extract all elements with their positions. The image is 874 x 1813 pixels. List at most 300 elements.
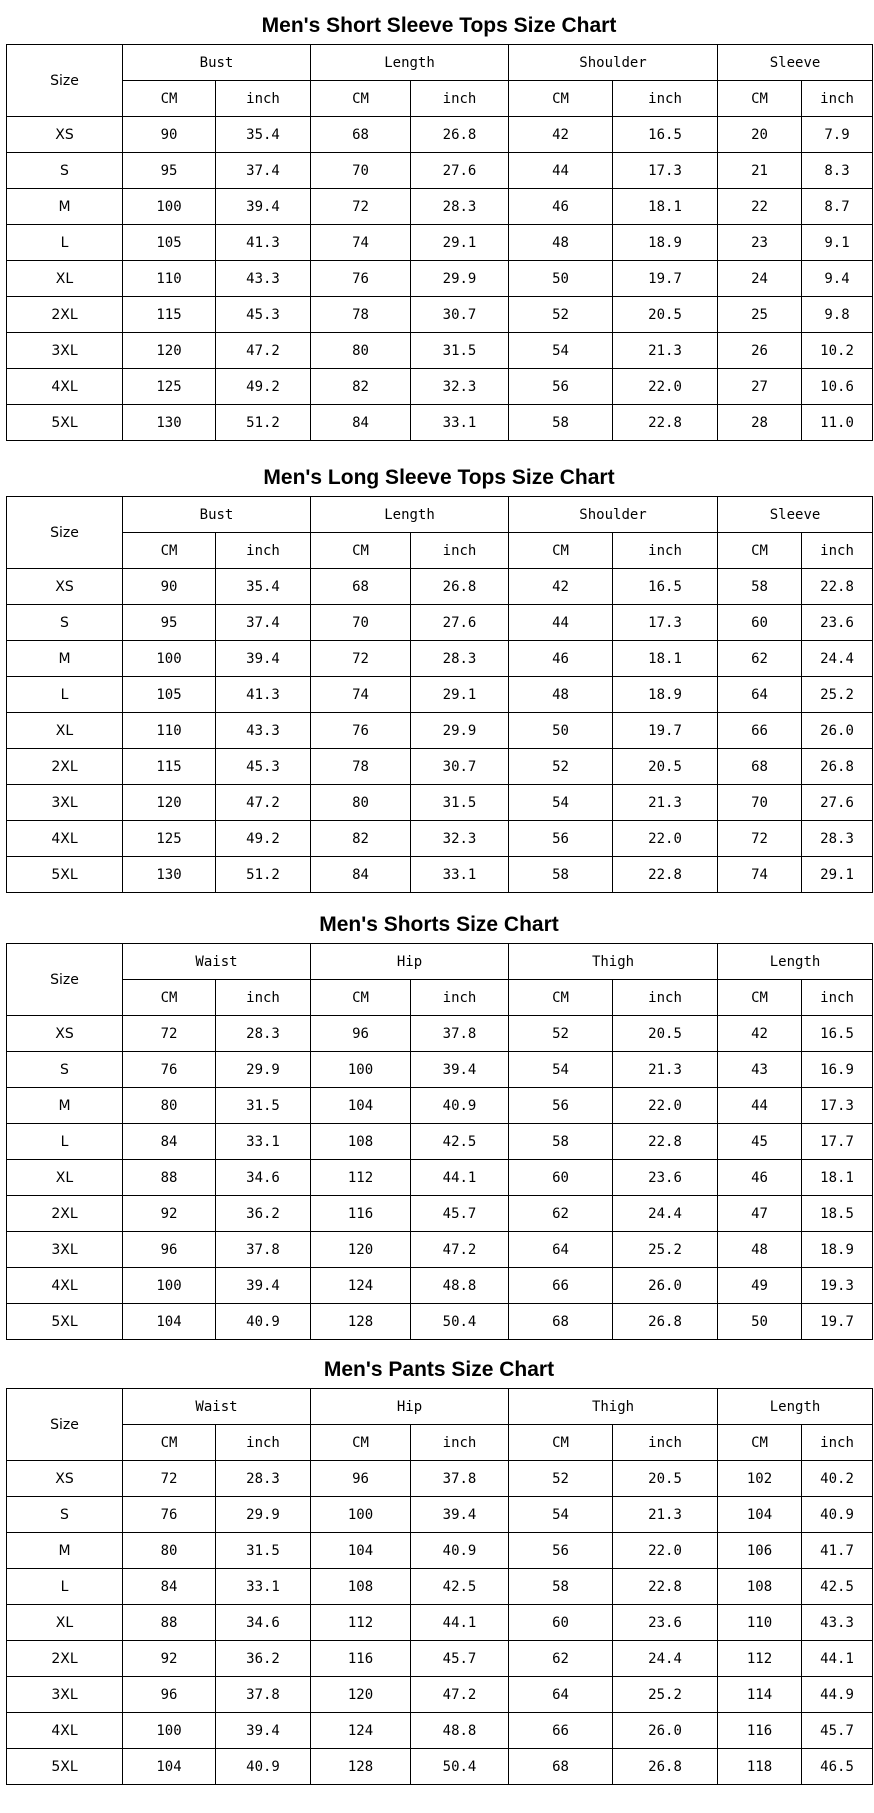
table-cell: 110 [123, 261, 216, 297]
size-table [6, 1388, 873, 1785]
table-cell: 37.8 [411, 1016, 509, 1052]
unit-cm-header: CM [123, 533, 216, 569]
table-cell: 11.0 [802, 405, 873, 441]
size-label: S [7, 153, 123, 189]
table-row [7, 1749, 873, 1785]
table-cell: 21.3 [613, 1052, 718, 1088]
measurement-header: Length [311, 497, 509, 533]
unit-inch-header: inch [613, 533, 718, 569]
table-cell: 34.6 [216, 1160, 311, 1196]
table-cell: 68 [311, 117, 411, 153]
table-cell: 24.4 [613, 1196, 718, 1232]
unit-inch-header: inch [411, 1425, 509, 1461]
size-label: XS [7, 1016, 123, 1052]
unit-cm-header: CM [509, 1425, 613, 1461]
table-cell: 60 [718, 605, 802, 641]
table-cell: 100 [123, 189, 216, 225]
table-cell: 26.8 [411, 569, 509, 605]
table-cell: 16.9 [802, 1052, 873, 1088]
table-cell: 54 [509, 785, 613, 821]
table-cell: 22.8 [613, 857, 718, 893]
table-cell: 120 [311, 1232, 411, 1268]
size-column-header: Size [7, 497, 123, 569]
size-label: XL [7, 261, 123, 297]
table-cell: 37.8 [411, 1461, 509, 1497]
table-cell: 72 [718, 821, 802, 857]
chart-title: Men's Long Sleeve Tops Size Chart [263, 466, 615, 489]
table-cell: 100 [311, 1052, 411, 1088]
table-cell: 22.0 [613, 1088, 718, 1124]
unit-cm-header: CM [718, 980, 802, 1016]
table-row [7, 677, 873, 713]
table-cell: 40.9 [802, 1497, 873, 1533]
table-cell: 108 [311, 1124, 411, 1160]
table-row [7, 1268, 873, 1304]
table-cell: 41.3 [216, 677, 311, 713]
header-row [7, 45, 873, 81]
table-cell: 41.3 [216, 225, 311, 261]
table-cell: 26.8 [802, 749, 873, 785]
table-cell: 74 [311, 677, 411, 713]
size-label: XS [7, 1461, 123, 1497]
size-label: 5XL [7, 857, 123, 893]
table-row [7, 1677, 873, 1713]
size-label: S [7, 1497, 123, 1533]
table-cell: 27.6 [411, 605, 509, 641]
table-cell: 26 [718, 333, 802, 369]
unit-inch-header: inch [216, 81, 311, 117]
table-row [7, 1196, 873, 1232]
size-label: L [7, 677, 123, 713]
table-cell: 58 [509, 857, 613, 893]
table-cell: 39.4 [411, 1497, 509, 1533]
table-cell: 45.7 [802, 1713, 873, 1749]
table-cell: 49.2 [216, 369, 311, 405]
table-cell: 25.2 [613, 1677, 718, 1713]
size-table [6, 496, 873, 893]
table-cell: 48 [509, 225, 613, 261]
table-row [7, 189, 873, 225]
table-cell: 31.5 [411, 785, 509, 821]
table-cell: 23 [718, 225, 802, 261]
table-row [7, 1088, 873, 1124]
table-cell: 20 [718, 117, 802, 153]
table-cell: 70 [311, 605, 411, 641]
table-row [7, 333, 873, 369]
table-cell: 130 [123, 405, 216, 441]
table-cell: 22.8 [613, 1569, 718, 1605]
table-cell: 78 [311, 749, 411, 785]
table-cell: 68 [509, 1304, 613, 1340]
table-cell: 50 [718, 1304, 802, 1340]
table-cell: 44.1 [802, 1641, 873, 1677]
unit-cm-header: CM [123, 1425, 216, 1461]
table-cell: 96 [311, 1016, 411, 1052]
table-row [7, 1533, 873, 1569]
measurement-header: Bust [123, 45, 311, 81]
table-cell: 72 [311, 641, 411, 677]
table-cell: 54 [509, 1052, 613, 1088]
table-cell: 120 [311, 1677, 411, 1713]
table-cell: 26.8 [613, 1304, 718, 1340]
table-cell: 104 [311, 1088, 411, 1124]
table-cell: 66 [509, 1713, 613, 1749]
table-cell: 31.5 [216, 1533, 311, 1569]
table-row [7, 369, 873, 405]
measurement-header: Sleeve [718, 45, 873, 81]
table-cell: 46 [509, 189, 613, 225]
table-cell: 20.5 [613, 297, 718, 333]
table-cell: 21.3 [613, 1497, 718, 1533]
table-cell: 20.5 [613, 749, 718, 785]
table-cell: 21 [718, 153, 802, 189]
size-label: M [7, 1533, 123, 1569]
table-row [7, 785, 873, 821]
table-cell: 37.4 [216, 605, 311, 641]
table-cell: 18.1 [613, 641, 718, 677]
table-cell: 8.7 [802, 189, 873, 225]
header-row [7, 944, 873, 980]
table-cell: 17.3 [613, 605, 718, 641]
table-cell: 64 [509, 1677, 613, 1713]
table-cell: 28.3 [802, 821, 873, 857]
table-cell: 39.4 [216, 189, 311, 225]
table-cell: 36.2 [216, 1641, 311, 1677]
table-cell: 32.3 [411, 821, 509, 857]
table-cell: 70 [311, 153, 411, 189]
table-cell: 49 [718, 1268, 802, 1304]
chart-title: Men's Pants Size Chart [323, 1358, 555, 1381]
table-cell: 110 [718, 1605, 802, 1641]
table-cell: 84 [123, 1569, 216, 1605]
table-cell: 48.8 [411, 1713, 509, 1749]
table-cell: 30.7 [411, 297, 509, 333]
size-label: M [7, 641, 123, 677]
table-cell: 100 [123, 641, 216, 677]
table-cell: 25.2 [613, 1232, 718, 1268]
table-cell: 102 [718, 1461, 802, 1497]
table-cell: 51.2 [216, 405, 311, 441]
table-cell: 128 [311, 1749, 411, 1785]
size-chart [6, 8, 872, 441]
unit-inch-header: inch [802, 1425, 873, 1461]
table-row [7, 261, 873, 297]
table-cell: 23.6 [613, 1160, 718, 1196]
table-cell: 40.2 [802, 1461, 873, 1497]
unit-inch-header: inch [216, 980, 311, 1016]
table-cell: 128 [311, 1304, 411, 1340]
table-cell: 78 [311, 297, 411, 333]
table-cell: 46.5 [802, 1749, 873, 1785]
size-chart [6, 1352, 872, 1785]
table-cell: 58 [718, 569, 802, 605]
table-cell: 22.0 [613, 369, 718, 405]
table-cell: 116 [718, 1713, 802, 1749]
table-cell: 10.6 [802, 369, 873, 405]
unit-cm-header: CM [718, 81, 802, 117]
table-cell: 44 [509, 153, 613, 189]
table-cell: 34.6 [216, 1605, 311, 1641]
table-cell: 22.0 [613, 821, 718, 857]
table-cell: 104 [123, 1304, 216, 1340]
measurement-header: Hip [311, 944, 509, 980]
measurement-header: Length [718, 944, 873, 980]
table-cell: 16.5 [613, 569, 718, 605]
table-cell: 58 [509, 405, 613, 441]
table-cell: 47.2 [411, 1677, 509, 1713]
table-cell: 52 [509, 1016, 613, 1052]
table-cell: 29.1 [411, 677, 509, 713]
table-cell: 33.1 [216, 1124, 311, 1160]
size-label: 2XL [7, 297, 123, 333]
size-label: 4XL [7, 369, 123, 405]
measurement-header: Waist [123, 944, 311, 980]
table-cell: 24.4 [802, 641, 873, 677]
table-cell: 7.9 [802, 117, 873, 153]
table-cell: 50.4 [411, 1304, 509, 1340]
table-cell: 84 [311, 857, 411, 893]
table-cell: 20.5 [613, 1461, 718, 1497]
table-cell: 8.3 [802, 153, 873, 189]
table-cell: 22.0 [613, 1533, 718, 1569]
table-cell: 70 [718, 785, 802, 821]
size-label: 5XL [7, 405, 123, 441]
table-cell: 27.6 [411, 153, 509, 189]
table-cell: 80 [123, 1088, 216, 1124]
table-cell: 10.2 [802, 333, 873, 369]
unit-inch-header: inch [613, 980, 718, 1016]
table-cell: 48 [509, 677, 613, 713]
table-cell: 47.2 [216, 785, 311, 821]
table-cell: 9.8 [802, 297, 873, 333]
table-cell: 74 [718, 857, 802, 893]
table-cell: 26.8 [411, 117, 509, 153]
unit-row [7, 1425, 873, 1461]
table-cell: 108 [311, 1569, 411, 1605]
table-row [7, 1124, 873, 1160]
table-row [7, 713, 873, 749]
unit-inch-header: inch [802, 980, 873, 1016]
table-cell: 29.1 [411, 225, 509, 261]
measurement-header: Length [718, 1389, 873, 1425]
table-cell: 84 [311, 405, 411, 441]
table-cell: 96 [123, 1677, 216, 1713]
table-cell: 44 [509, 605, 613, 641]
size-table [6, 44, 873, 441]
table-cell: 22.8 [613, 1124, 718, 1160]
table-cell: 58 [509, 1124, 613, 1160]
table-cell: 18.5 [802, 1196, 873, 1232]
table-cell: 37.4 [216, 153, 311, 189]
size-label: M [7, 189, 123, 225]
table-cell: 21.3 [613, 785, 718, 821]
table-cell: 33.1 [411, 857, 509, 893]
table-cell: 100 [123, 1713, 216, 1749]
size-column-header: Size [7, 944, 123, 1016]
unit-inch-header: inch [411, 980, 509, 1016]
table-cell: 28.3 [411, 189, 509, 225]
table-cell: 33.1 [411, 405, 509, 441]
table-cell: 45.7 [411, 1196, 509, 1232]
unit-cm-header: CM [123, 980, 216, 1016]
table-cell: 48 [718, 1232, 802, 1268]
measurement-header: Shoulder [509, 497, 718, 533]
table-row [7, 225, 873, 261]
table-cell: 88 [123, 1160, 216, 1196]
table-cell: 72 [123, 1461, 216, 1497]
size-label: XL [7, 713, 123, 749]
table-row [7, 153, 873, 189]
table-cell: 64 [509, 1232, 613, 1268]
unit-inch-header: inch [216, 533, 311, 569]
table-cell: 52 [509, 297, 613, 333]
size-label: L [7, 1124, 123, 1160]
table-cell: 118 [718, 1749, 802, 1785]
table-cell: 24.4 [613, 1641, 718, 1677]
size-label: 5XL [7, 1749, 123, 1785]
table-row [7, 569, 873, 605]
unit-cm-header: CM [123, 81, 216, 117]
table-cell: 82 [311, 821, 411, 857]
table-cell: 76 [311, 713, 411, 749]
table-cell: 68 [311, 569, 411, 605]
header-row [7, 1389, 873, 1425]
measurement-header: Length [311, 45, 509, 81]
table-cell: 45.3 [216, 749, 311, 785]
table-cell: 62 [509, 1196, 613, 1232]
unit-inch-header: inch [613, 1425, 718, 1461]
table-cell: 66 [509, 1268, 613, 1304]
table-cell: 50.4 [411, 1749, 509, 1785]
table-cell: 39.4 [411, 1052, 509, 1088]
table-cell: 72 [123, 1016, 216, 1052]
table-cell: 29.9 [411, 713, 509, 749]
table-cell: 22.8 [802, 569, 873, 605]
table-row [7, 641, 873, 677]
table-row [7, 1641, 873, 1677]
table-cell: 27.6 [802, 785, 873, 821]
unit-cm-header: CM [718, 1425, 802, 1461]
table-cell: 31.5 [411, 333, 509, 369]
table-cell: 40.9 [216, 1749, 311, 1785]
table-cell: 29.9 [216, 1052, 311, 1088]
unit-inch-header: inch [216, 1425, 311, 1461]
unit-inch-header: inch [802, 533, 873, 569]
header-row [7, 497, 873, 533]
table-cell: 114 [718, 1677, 802, 1713]
size-label: 3XL [7, 1677, 123, 1713]
table-cell: 28.3 [216, 1461, 311, 1497]
size-column-header: Size [7, 45, 123, 117]
unit-cm-header: CM [509, 81, 613, 117]
table-cell: 18.9 [802, 1232, 873, 1268]
size-chart [6, 907, 872, 1340]
table-cell: 95 [123, 153, 216, 189]
table-cell: 125 [123, 821, 216, 857]
table-cell: 9.4 [802, 261, 873, 297]
table-cell: 90 [123, 569, 216, 605]
table-cell: 44.1 [411, 1605, 509, 1641]
measurement-header: Thigh [509, 1389, 718, 1425]
table-cell: 64 [718, 677, 802, 713]
table-cell: 92 [123, 1196, 216, 1232]
table-cell: 124 [311, 1713, 411, 1749]
table-cell: 56 [509, 821, 613, 857]
unit-cm-header: CM [718, 533, 802, 569]
table-cell: 45.7 [411, 1641, 509, 1677]
table-cell: 44.9 [802, 1677, 873, 1713]
table-cell: 50 [509, 713, 613, 749]
table-cell: 39.4 [216, 641, 311, 677]
table-cell: 104 [123, 1749, 216, 1785]
table-cell: 62 [718, 641, 802, 677]
table-cell: 33.1 [216, 1569, 311, 1605]
size-label: 2XL [7, 1641, 123, 1677]
table-cell: 56 [509, 1533, 613, 1569]
table-cell: 46 [718, 1160, 802, 1196]
table-cell: 104 [311, 1533, 411, 1569]
table-cell: 41.7 [802, 1533, 873, 1569]
unit-cm-header: CM [311, 533, 411, 569]
table-cell: 22.8 [613, 405, 718, 441]
table-cell: 18.1 [613, 189, 718, 225]
table-cell: 23.6 [613, 1605, 718, 1641]
table-cell: 28.3 [216, 1016, 311, 1052]
table-cell: 51.2 [216, 857, 311, 893]
size-label: 3XL [7, 1232, 123, 1268]
unit-inch-header: inch [802, 81, 873, 117]
table-cell: 115 [123, 297, 216, 333]
table-row [7, 1713, 873, 1749]
table-cell: 120 [123, 333, 216, 369]
unit-cm-header: CM [311, 81, 411, 117]
table-cell: 29.1 [802, 857, 873, 893]
table-cell: 17.3 [802, 1088, 873, 1124]
measurement-header: Hip [311, 1389, 509, 1425]
size-label: L [7, 1569, 123, 1605]
table-cell: 18.9 [613, 225, 718, 261]
size-label: 2XL [7, 749, 123, 785]
table-cell: 48.8 [411, 1268, 509, 1304]
size-chart [6, 460, 872, 893]
table-cell: 47.2 [216, 333, 311, 369]
size-table [6, 943, 873, 1340]
table-cell: 16.5 [613, 117, 718, 153]
size-label: XS [7, 569, 123, 605]
table-cell: 39.4 [216, 1713, 311, 1749]
unit-cm-header: CM [311, 980, 411, 1016]
table-cell: 60 [509, 1160, 613, 1196]
table-cell: 80 [123, 1533, 216, 1569]
table-cell: 40.9 [216, 1304, 311, 1340]
table-cell: 28.3 [411, 641, 509, 677]
table-cell: 112 [311, 1160, 411, 1196]
table-row [7, 1605, 873, 1641]
table-cell: 56 [509, 1088, 613, 1124]
table-cell: 42 [509, 569, 613, 605]
table-cell: 88 [123, 1605, 216, 1641]
size-column-header: Size [7, 1389, 123, 1461]
table-cell: 29.9 [411, 261, 509, 297]
table-cell: 28 [718, 405, 802, 441]
table-cell: 96 [311, 1461, 411, 1497]
table-cell: 26.0 [613, 1268, 718, 1304]
table-row [7, 821, 873, 857]
table-cell: 43.3 [216, 261, 311, 297]
size-label: 3XL [7, 785, 123, 821]
table-cell: 115 [123, 749, 216, 785]
table-cell: 26.0 [613, 1713, 718, 1749]
